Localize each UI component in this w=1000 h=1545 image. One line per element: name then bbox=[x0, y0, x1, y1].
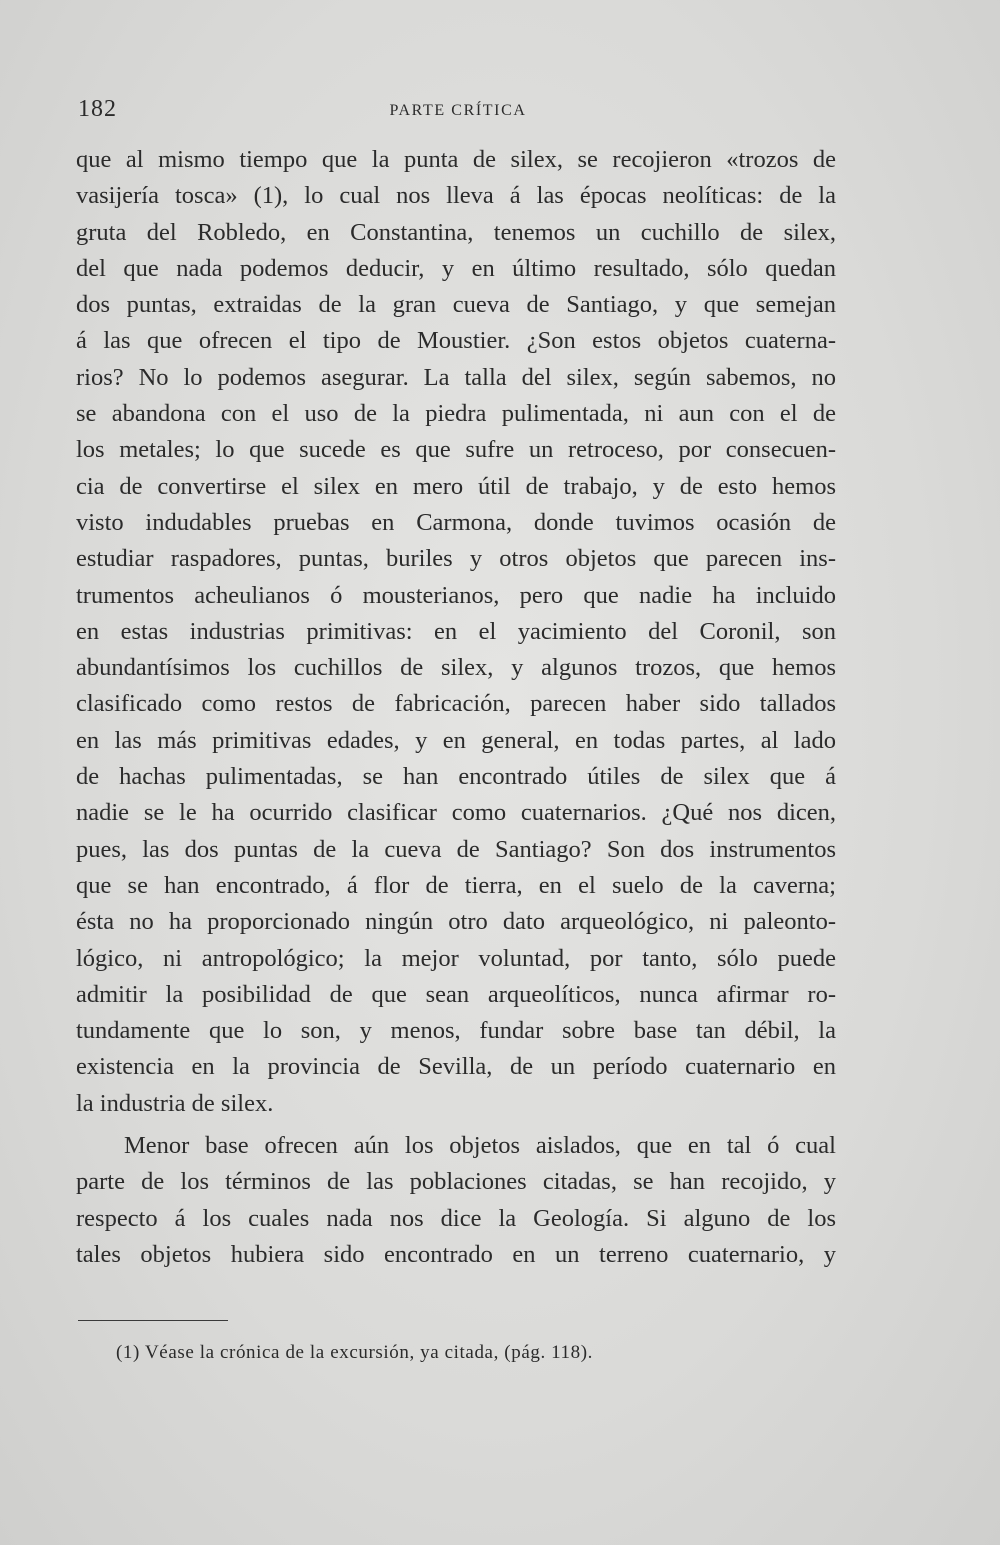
text-line: Menor base ofrecen aún los objetos aislados, que en tal ó cual bbox=[124, 1132, 836, 1160]
text-line: cia de convertirse el silex en mero útil de trabajo, y de esto hemos bbox=[76, 472, 836, 500]
text-line: tundamente que lo son, y menos, fundar sobre base tan débil, la bbox=[76, 1017, 836, 1045]
running-head: PARTE CRÍTICA bbox=[389, 102, 527, 119]
footnote: (1) Véase la crónica de la excursión, ya citada, (pág. 118). bbox=[116, 1342, 594, 1363]
text-line: de hachas pulimentadas, se han encontrado útiles de silex que á bbox=[76, 763, 836, 791]
text-line: gruta del Robledo, en Constantina, tenemos un cuchillo de silex, bbox=[76, 218, 836, 246]
text-line: vasijería tosca» (1), lo cual nos lleva á las épocas neolíticas: de la bbox=[76, 182, 836, 210]
text-line: tales objetos hubiera sido encontrado en un terreno cuaternario, y bbox=[76, 1240, 836, 1268]
text-line: á las que ofrecen el tipo de Moustier. ¿Son estos objetos cuaterna- bbox=[76, 327, 836, 355]
text-line: se abandona con el uso de la piedra pulimentada, ni aun con el de bbox=[76, 400, 836, 428]
text-line: que al mismo tiempo que la punta de silex, se recojieron «trozos de bbox=[76, 146, 836, 173]
footnote-rule bbox=[78, 1320, 228, 1321]
body-text bbox=[76, 142, 836, 1273]
text-line: estudiar raspadores, puntas, buriles y otros objetos que parecen ins- bbox=[76, 545, 836, 573]
page-header bbox=[78, 96, 838, 132]
text-line: pues, las dos puntas de la cueva de Santiago? Son dos instrumentos bbox=[76, 835, 836, 863]
text-line: abundantísimos los cuchillos de silex, y algunos trozos, que hemos bbox=[76, 654, 836, 682]
text-line: ésta no ha proporcionado ningún otro dato arqueológico, ni paleonto- bbox=[76, 908, 836, 936]
paragraph bbox=[76, 142, 836, 1122]
paragraph bbox=[76, 1128, 836, 1273]
text-line: existencia en la provincia de Sevilla, de un período cuaternario en bbox=[76, 1053, 836, 1081]
text-line: admitir la posibilidad de que sean arqueolíticos, nunca afirmar ro- bbox=[76, 980, 836, 1008]
text-line: respecto á los cuales nada nos dice la Geología. Si alguno de los bbox=[76, 1204, 836, 1232]
text-line: los metales; lo que sucede es que sufre un retroceso, por consecuen- bbox=[76, 436, 836, 464]
text-line: en estas industrias primitivas: en el yacimiento del Coronil, son bbox=[76, 617, 836, 645]
text-line: dos puntas, extraidas de la gran cueva de Santiago, y que semejan bbox=[76, 291, 836, 319]
page-number: 182 bbox=[78, 96, 117, 122]
text-line: trumentos acheulianos ó mousterianos, pero que nadie ha incluido bbox=[76, 581, 836, 609]
text-line: nadie se le ha ocurrido clasificar como cuaternarios. ¿Qué nos dicen, bbox=[76, 799, 836, 827]
text-line: del que nada podemos deducir, y en último resultado, sólo quedan bbox=[76, 254, 836, 282]
text-line: en las más primitivas edades, y en general, en todas partes, al lado bbox=[76, 726, 836, 754]
text-line: parte de los términos de las poblaciones citadas, se han recojido, y bbox=[76, 1168, 836, 1196]
text-line: rios? No lo podemos asegurar. La talla del silex, según sabemos, no bbox=[76, 363, 836, 391]
text-line: clasificado como restos de fabricación, parecen haber sido tallados bbox=[76, 690, 836, 718]
text-line: lógico, ni antropológico; la mejor voluntad, por tanto, sólo puede bbox=[76, 944, 836, 972]
text-line: visto indudables pruebas en Carmona, donde tuvimos ocasión de bbox=[76, 508, 836, 536]
text-line: que se han encontrado, á flor de tierra, en el suelo de la caverna; bbox=[76, 871, 836, 899]
text-line: la industria de silex. bbox=[76, 1089, 274, 1117]
